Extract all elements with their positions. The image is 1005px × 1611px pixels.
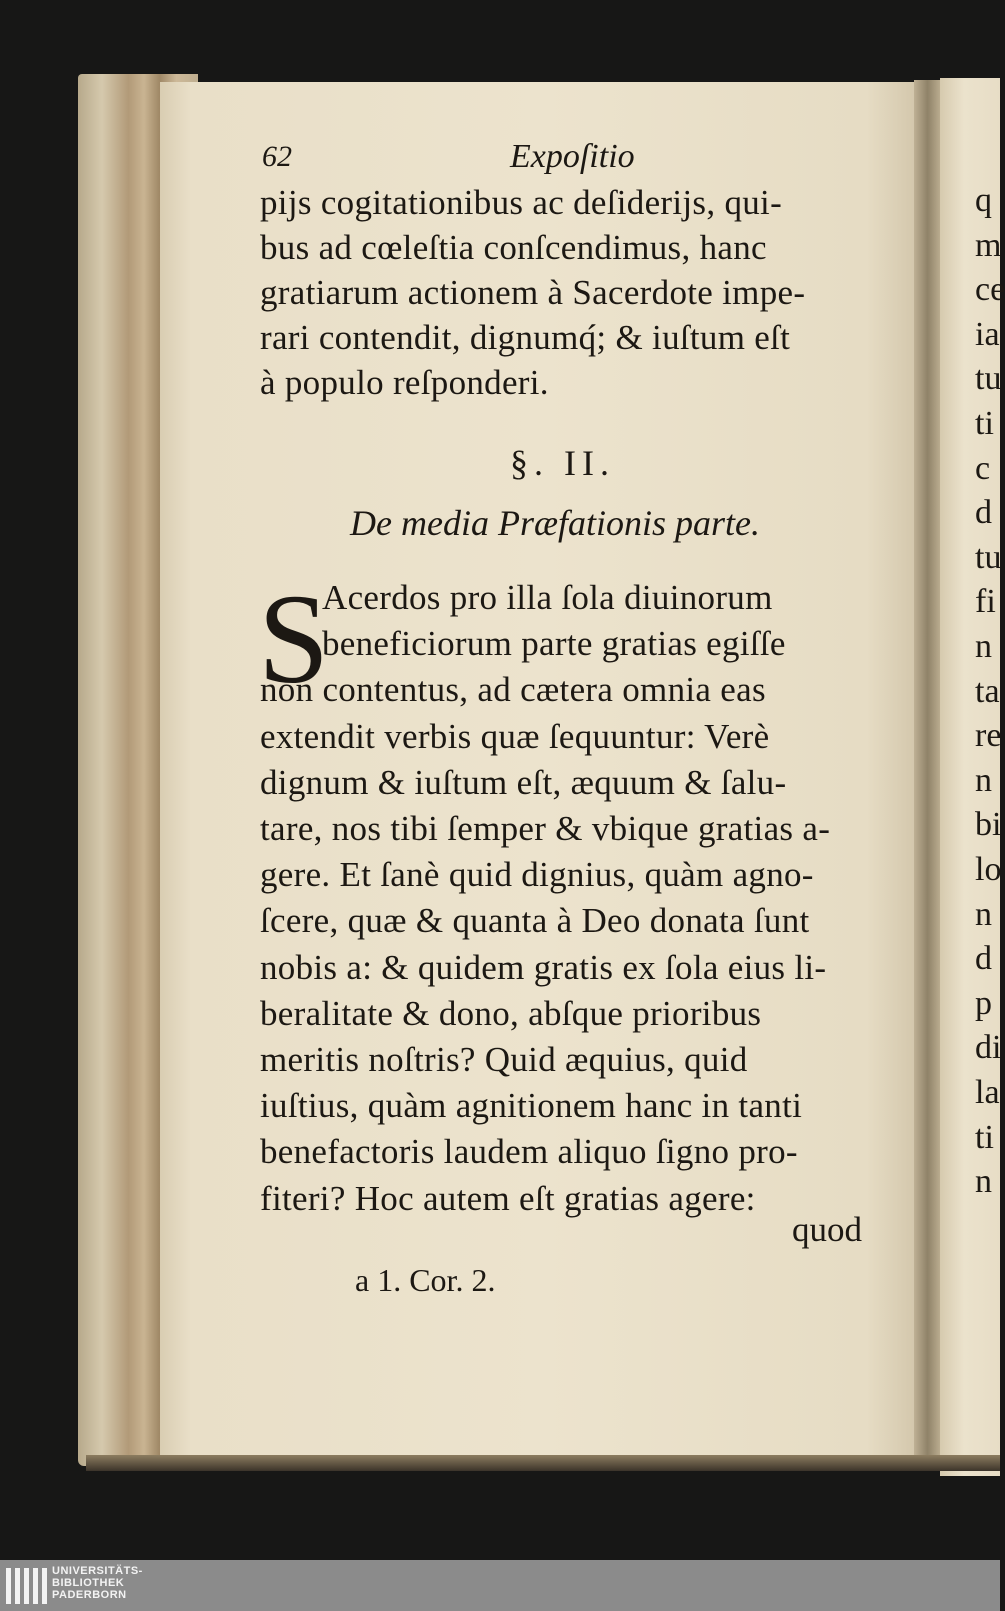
text-line: à populo reſponderi.	[260, 363, 549, 402]
right-page-fragment: n	[975, 628, 992, 665]
text-line: fiteri? Hoc autem eſt gratias agere:	[260, 1178, 756, 1218]
section-heading: De media Præfationis parte.	[350, 503, 760, 543]
text-line: nobis a: & quidem gratis ex ſola eius li-	[260, 947, 827, 987]
logo-line: UNIVERSITÄTS-	[52, 1565, 143, 1577]
right-page-fragment: tu	[975, 538, 1002, 576]
right-page-fragment: ia	[975, 315, 1000, 353]
right-page-fragment: d	[975, 940, 992, 978]
text-line: gere. Et ſanè quid dignius, quàm agno-	[260, 855, 814, 895]
text-line: Acerdos pro illa ſola diuinorum	[322, 578, 773, 617]
logo-line: PADERBORN	[52, 1589, 127, 1601]
right-page-fragment: ti	[975, 405, 994, 442]
right-page-fragment: di	[975, 1029, 1002, 1067]
footnote: a 1. Cor. 2.	[355, 1262, 496, 1298]
right-page-fragment: re	[975, 717, 1002, 755]
text-line: benefactoris laudem aliquo ſigno pro-	[260, 1132, 798, 1172]
text-line: extendit verbis quæ ſequuntur: Verè	[260, 716, 770, 756]
text-line: rari contendit, dignumq́; & iuſtum eſt	[260, 318, 791, 357]
right-page-fragment: p	[975, 984, 992, 1022]
text-line: pijs cogitationibus ac deſiderijs, qui-	[260, 183, 783, 222]
right-page-fragment: fi	[975, 583, 996, 621]
right-page-fragment: ti	[975, 1118, 994, 1156]
catchword: quod	[792, 1210, 862, 1249]
right-page-fragment: tu	[975, 360, 1002, 398]
right-page-fragment: ta	[975, 672, 1000, 710]
drop-cap: S	[258, 568, 330, 710]
text-line: ſcere, quæ & quanta à Deo donata ſunt	[260, 901, 810, 941]
running-head: Expoſitio	[510, 138, 635, 175]
text-line: tare, nos tibi ſemper & vbique gratias a-	[260, 809, 831, 848]
right-page-fragment: bi	[975, 806, 1002, 844]
right-page-fragment: la	[975, 1074, 1000, 1111]
footer-bar	[0, 1560, 1000, 1611]
right-page-fragment: n	[975, 761, 992, 799]
text-line: bus ad cœleſtia conſcendimus, hanc	[260, 228, 767, 267]
text-line: iuſtius, quàm agnitionem hanc in tanti	[260, 1086, 803, 1126]
right-page-fragment: ce	[975, 271, 1005, 309]
text-line: meritis noſtris? Quid æquius, quid	[260, 1040, 748, 1079]
library-logo-icon	[6, 1568, 47, 1604]
right-page-fragment: n	[975, 1163, 992, 1201]
text-line: beneficiorum parte gratias egiſſe	[322, 624, 786, 664]
section-mark: §. II.	[510, 443, 615, 483]
page-number: 62	[262, 140, 292, 173]
right-page-fragment: m	[975, 226, 1002, 264]
text-line: non contentus, ad cætera omnia eas	[260, 670, 766, 710]
right-page-fragment: lo	[975, 851, 1002, 888]
text-line: dignum & iuſtum eſt, æquum & ſalu-	[260, 762, 787, 802]
logo-line: BIBLIOTHEK	[52, 1577, 125, 1589]
right-page-fragment: n	[975, 895, 992, 933]
right-page-fragment: q	[975, 182, 992, 219]
right-page-fragment: c	[975, 449, 991, 487]
text-line: gratiarum actionem à Sacerdote impe-	[260, 273, 806, 312]
page-bottom-shadow	[86, 1455, 1000, 1471]
text-line: beralitate & dono, abſque prioribus	[260, 993, 762, 1033]
library-logo-text	[52, 1565, 143, 1601]
right-page-fragment: d	[975, 494, 992, 532]
